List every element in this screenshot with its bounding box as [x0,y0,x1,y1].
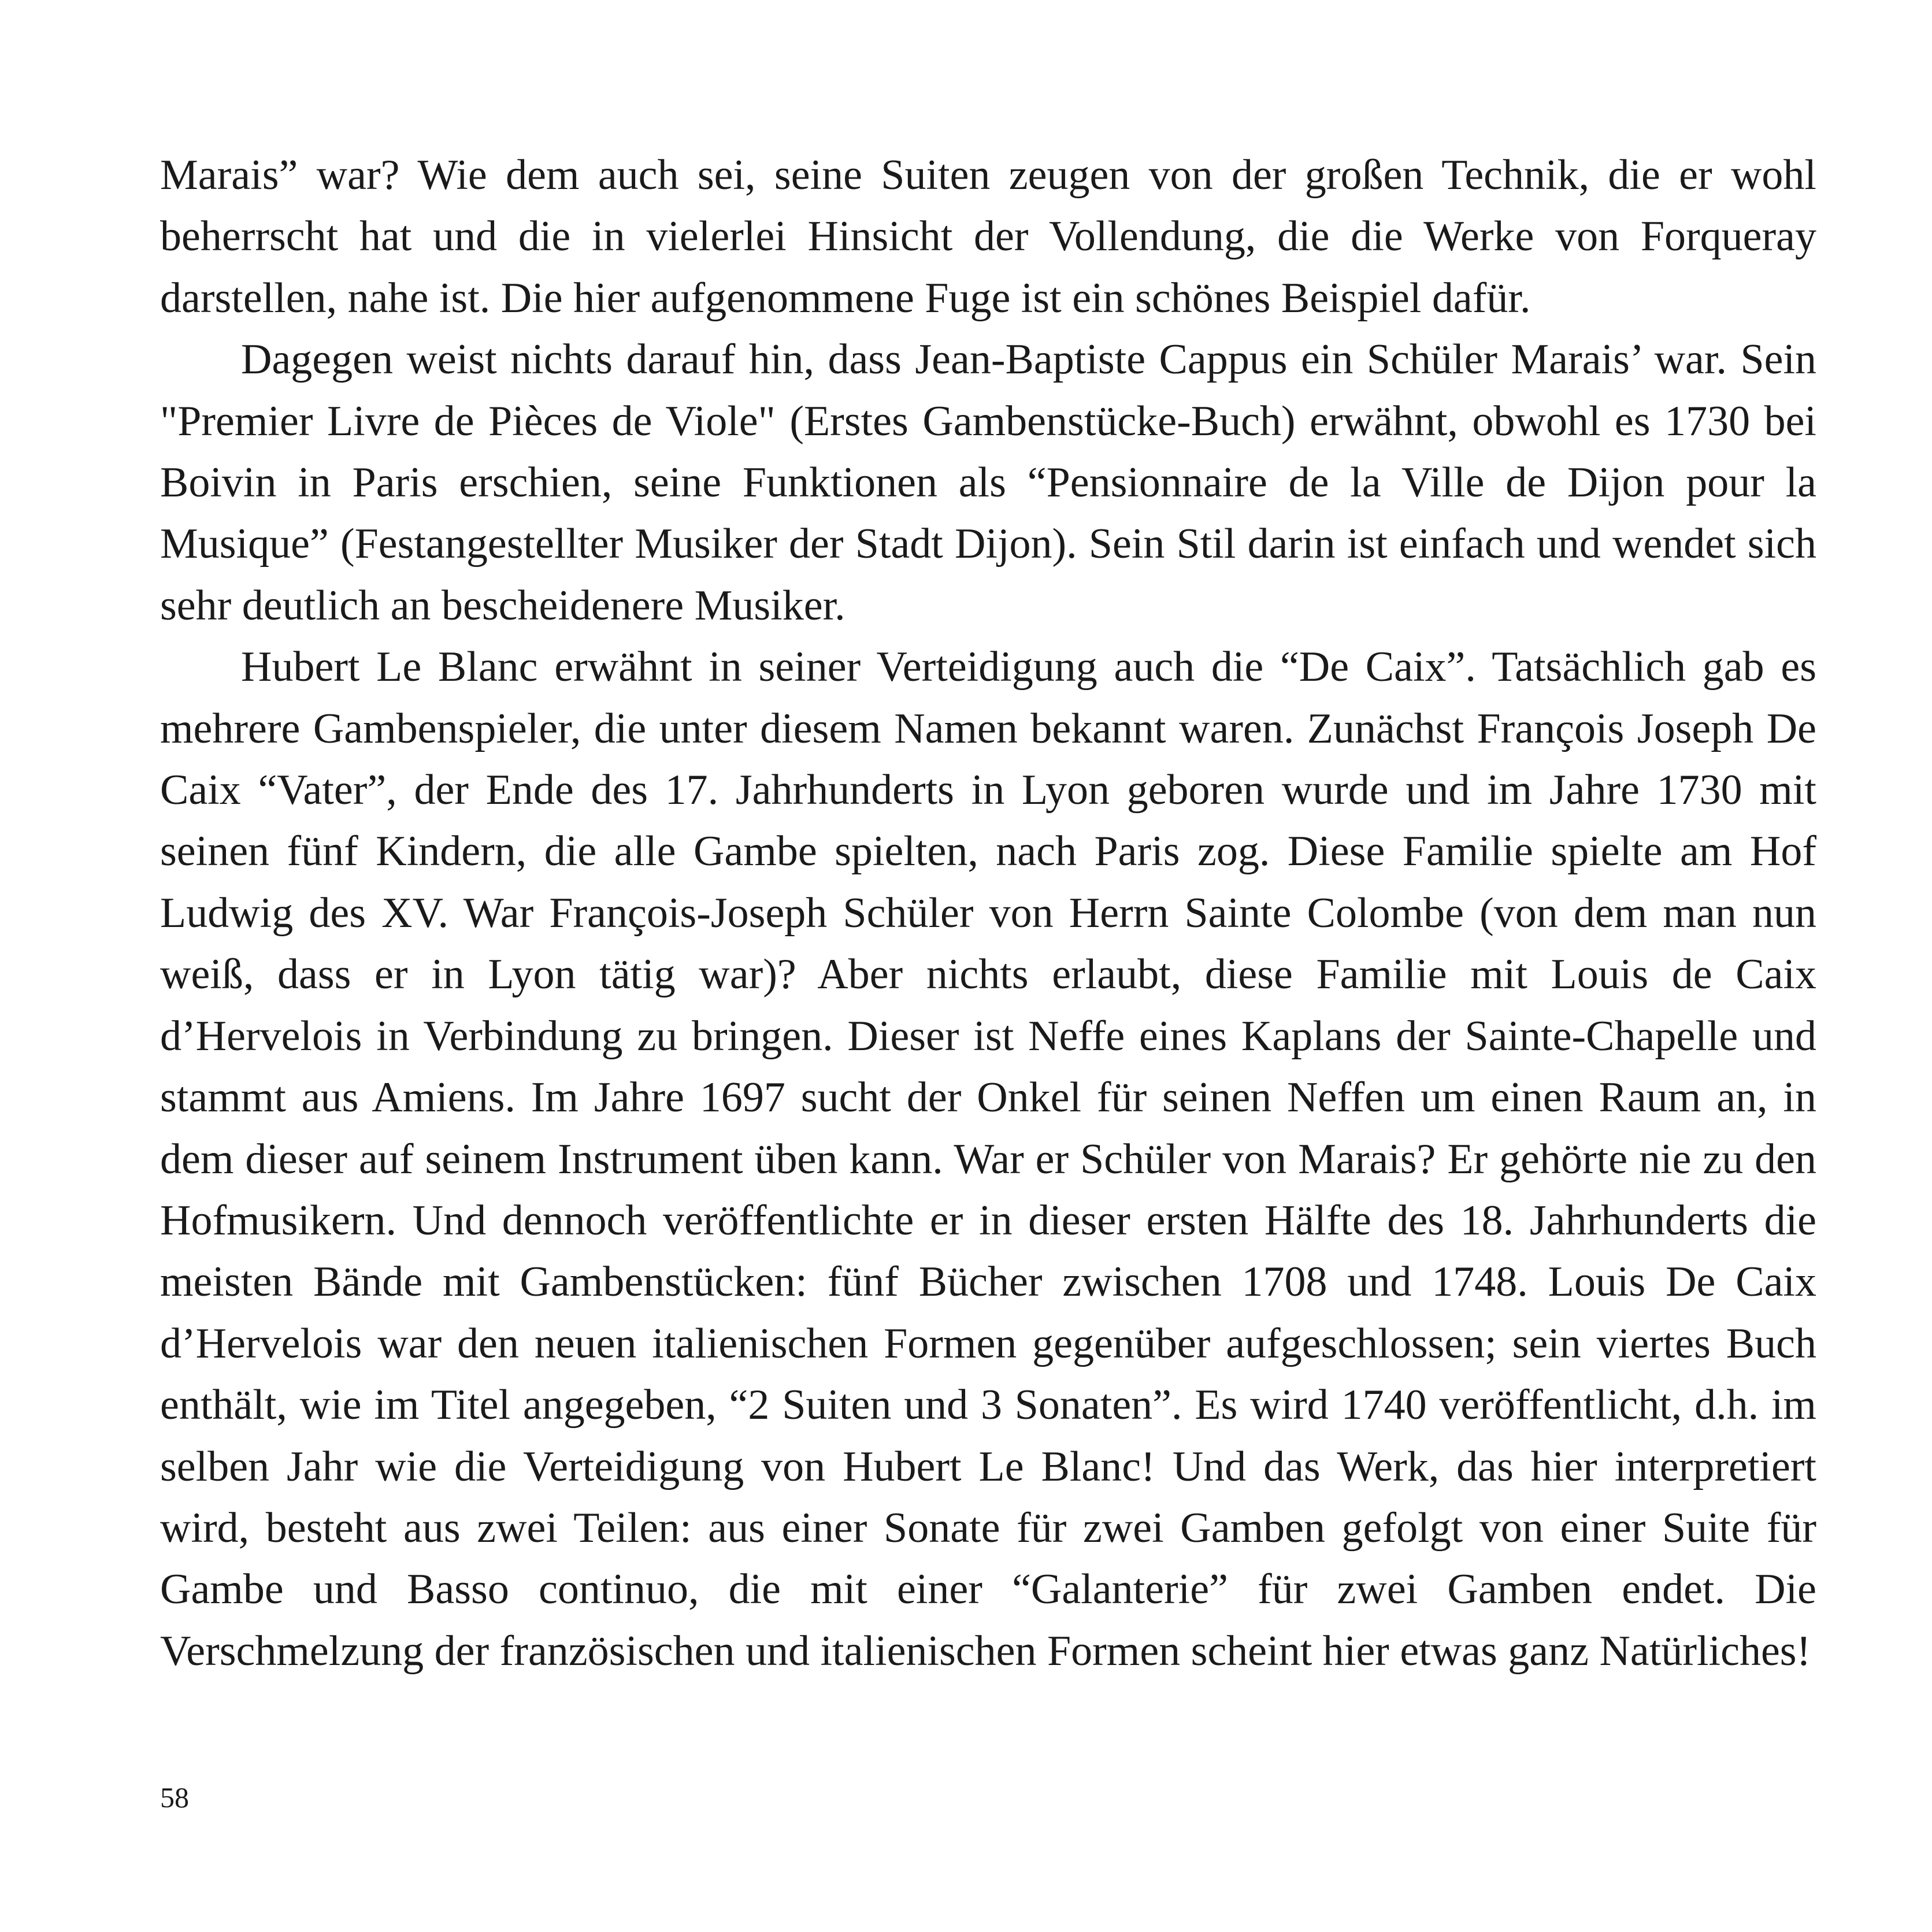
paragraph-continuation: Marais” war? Wie dem auch sei, seine Suiten zeugen von der großen Technik, die er wohl beherrscht hat und die in vielerlei Hinsicht der Vollendung, die die Werke von Forqueray darstellen, nahe ist. Die hier aufgenommene Fuge ist ein schönes Beispiel dafür. [160,151,1816,322]
page-number: 58 [160,1781,189,1814]
paragraph-de-caix: Hubert Le Blanc erwähnt in seiner Verteidigung auch die “De Caix”. Tatsächlich gab es mehrere Gambenspieler, die unter diesem Namen bekannt waren. Zunächst François Joseph De Caix “Vater”, der Ende des 17. Jahrhunderts in Lyon geboren wurde und im Jahre 1730 mit seinen fünf Kindern, die alle Gambe spielten, nach Paris zog. Diese Familie spielte am Hof Ludwig des XV. War François-Joseph Schüler von Herrn Sainte Colombe (von dem man nun weiß, dass er in Lyon tätig war)? Aber nichts erlaubt, diese Familie mit Louis de Caix d’Hervelois in Verbindung zu bringen. Dieser ist Neffe eines Kaplans der Sainte-Chapelle und stammt aus Amiens. Im Jahre 1697 sucht der Onkel für seinen Neffen um einen Raum an, in dem dieser auf seinem Instrument üben kann. War er Schüler von Marais? Er gehörte nie zu den Hofmusikern. Und dennoch veröffentlichte er in dieser ersten Hälfte des 18. Jahrhunderts die meisten Bände mit Gambenstücken: fünf Bücher zwischen 1708 und 1748. Louis De Caix d’Hervelois war den neuen italienischen Formen gegenüber aufgeschlossen; sein viertes Buch enthält, wie im Titel angegeben, “2 Suiten und 3 Sonaten”. Es wird 1740 veröffentlicht, d.h. im selben Jahr wie die Verteidigung von Hubert Le Blanc! Und das Werk, das hier interpretiert wird, besteht aus zwei Teilen: aus einer Sonate für zwei Gamben gefolgt von einer Suite für Gambe und Basso continuo, die mit einer “Galanterie” für zwei Gamben endet. Die Verschmelzung der französischen und italienischen Formen scheint hier etwas ganz Natürliches! [160,643,1816,1675]
body-text [160,144,1816,1682]
paragraph-cappus: Dagegen weist nichts darauf hin, dass Jean-Baptiste Cappus ein Schüler Marais’ war. Sein "Premier Livre de Pièces de Viole" (Erstes Gambenstücke-Buch) erwähnt, obwohl es 1730 bei Boivin in Paris erschien, seine Funktionen als “Pensionnaire de la Ville de Dijon pour la Musique” (Festangestellter Musiker der Stadt Dijon). Sein Stil darin ist einfach und wendet sich sehr deutlich an bescheidenere Musiker. [160,336,1816,629]
